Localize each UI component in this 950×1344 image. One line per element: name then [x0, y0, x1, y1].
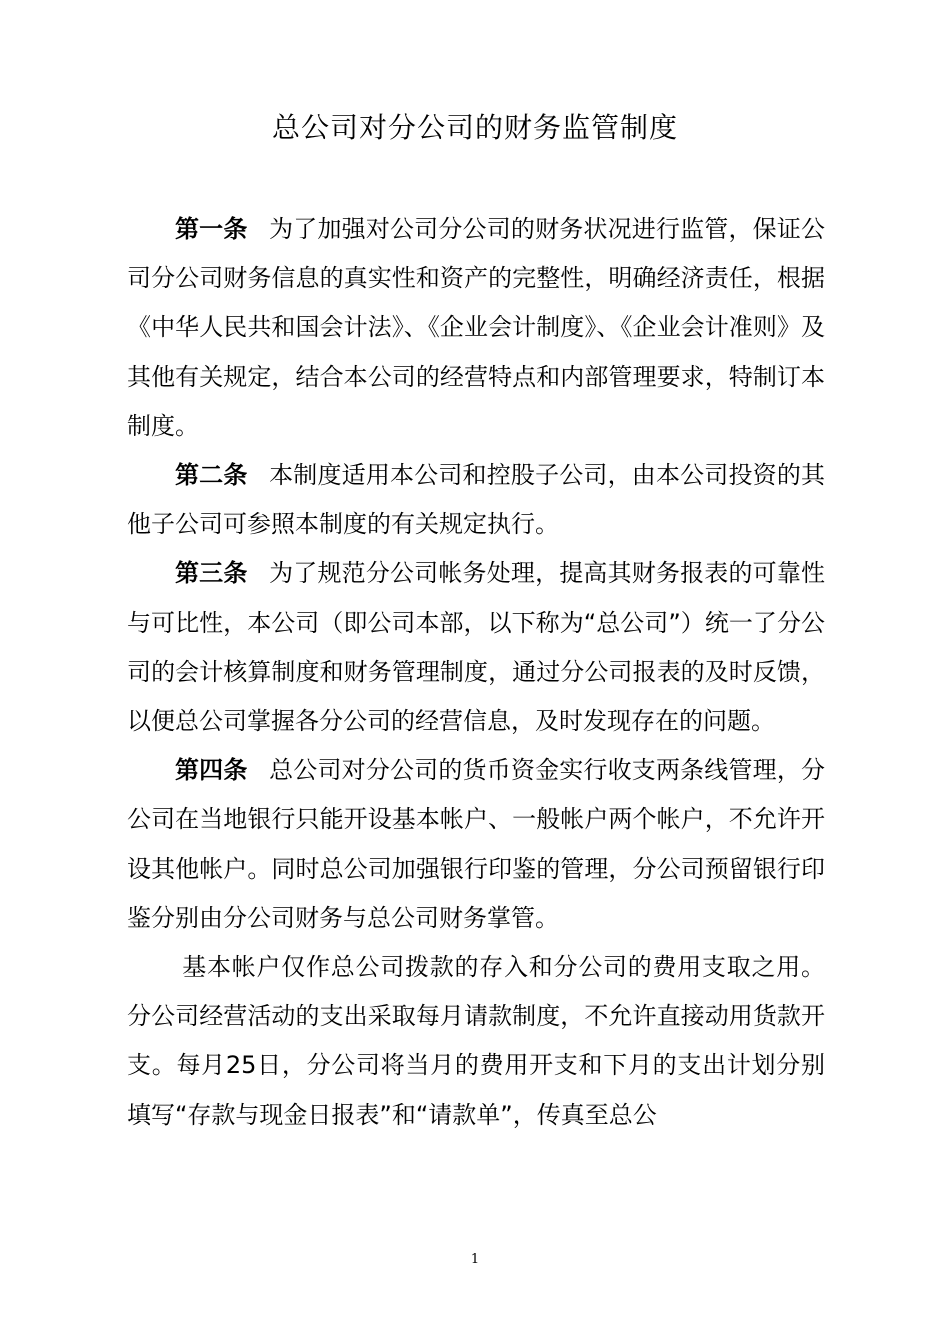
basic-account-paragraph: 基本帐户仅作总公司拨款的存入和分公司的费用支取之用。分公司经营活动的支出采取每月请款制度，不允许直接动用货款开支。每月25日，分公司将当月的费用开支和下月的支出计划分别填写“存款与现金日报表”和“请款单”，传真至总公	[127, 953, 825, 1129]
article-2	[127, 451, 825, 549]
article-label: 第三条	[175, 559, 248, 588]
article-text: 为了规范分公司帐务处理，提高其财务报表的可靠性与可比性，本公司（即公司本部，以下称为“总公司”）统一了分公司的会计核算制度和财务管理制度，通过分公司报表的及时反馈，以便总公司掌握各分公司的经营信息，及时发现存在的问题。	[127, 559, 826, 736]
article-1	[127, 205, 825, 451]
article-label: 第二条	[175, 461, 248, 490]
document-body	[127, 205, 825, 1140]
article-label: 第一条	[175, 215, 248, 243]
article-label: 第四条	[175, 756, 248, 785]
document-title: 总公司对分公司的财务监管制度	[271, 111, 678, 144]
page-number: 1	[470, 1252, 480, 1267]
article-text: 总公司对分公司的货币资金实行收支两条线管理，分公司在当地银行只能开设基本帐户、一般帐户两个帐户，不允许开设其他帐户。同时总公司加强银行印鉴的管理，分公司预留银行印鉴分别由分公司财务与总公司财务掌管。	[127, 756, 826, 932]
article-4	[127, 746, 825, 943]
article-text: 本制度适用本公司和控股子公司，由本公司投资的其他子公司可参照本制度的有关规定执行。	[127, 461, 826, 539]
article-3	[127, 549, 825, 746]
article-text: 为了加强对公司分公司的财务状况进行监管，保证公司分公司财务信息的真实性和资产的完整性，明确经济责任，根据《中华人民共和国会计法》、《企业会计制度》、《企业会计准则》及其他有关规定，结合本公司的经营特点和内部管理要求，特制订本制度。	[127, 215, 826, 440]
